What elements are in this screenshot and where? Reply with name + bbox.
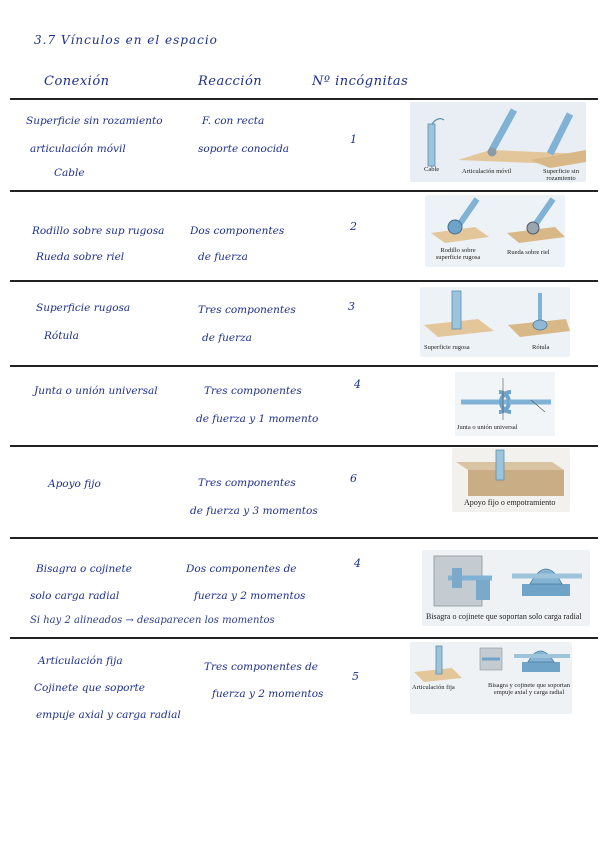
divider — [10, 365, 598, 367]
connection-text: Rodillo sobre sup rugosa — [32, 225, 165, 237]
unknowns-count: 5 — [352, 670, 359, 683]
reaction-text: Tres componentes — [198, 304, 296, 316]
reaction-text: Dos componentes de — [186, 563, 297, 575]
figure-row-7 — [410, 642, 572, 714]
connection-text: Superficie sin rozamiento — [26, 115, 163, 127]
reaction-text: fuerza y 2 momentos — [212, 688, 324, 700]
figure-caption: Superficie rugosa — [424, 344, 470, 351]
connection-text: Rueda sobre riel — [36, 251, 125, 263]
handwritten-note: Si hay 2 alineados → desaparecen los momentos — [30, 615, 275, 626]
connection-text: Apoyo fijo — [48, 478, 101, 490]
connection-text: articulación móvil — [30, 143, 126, 155]
figure-caption: Superficie sin rozamiento — [543, 168, 579, 182]
figure-caption: Articulación móvil — [462, 168, 512, 175]
connection-text: Rótula — [44, 330, 79, 342]
figure-row-6 — [422, 550, 590, 626]
fixed-pin-bearing-illustration — [410, 642, 572, 714]
figure-row-5 — [452, 448, 570, 512]
reaction-text: F. con recta — [202, 115, 265, 127]
reaction-text: fuerza y 2 momentos — [194, 590, 306, 602]
figure-row-4 — [455, 372, 555, 436]
connection-text: Cable — [54, 167, 85, 179]
divider — [10, 637, 598, 639]
figure-caption: Rótula — [532, 344, 550, 351]
connection-text: Superficie rugosa — [36, 302, 131, 314]
unknowns-count: 4 — [354, 557, 361, 570]
reaction-text: Dos componentes — [190, 225, 285, 237]
figure-row-1 — [410, 102, 586, 182]
connection-text: Articulación fija — [38, 655, 123, 667]
figure-caption: Junta o unión universal — [457, 424, 518, 431]
connection-text: Bisagra o cojinete — [36, 563, 132, 575]
unknowns-count: 6 — [350, 472, 357, 485]
figure-caption: Bisagra y cojinete que soportan empuje axial y carga radial — [488, 682, 570, 697]
figure-caption: Articulación fija — [412, 684, 455, 691]
header-reaction: Reacción — [198, 74, 263, 89]
figure-row-2 — [425, 195, 565, 267]
unknowns-count: 2 — [350, 220, 357, 233]
figure-caption: Bisagra o cojinete que soportan solo carga radial — [426, 612, 582, 621]
reaction-text: soporte conocida — [198, 143, 290, 155]
reaction-text: de fuerza — [198, 251, 248, 263]
figure-row-3 — [420, 287, 570, 357]
divider — [10, 98, 598, 100]
figure-caption: Rodillo sobre superficie rugosa — [435, 247, 481, 262]
reaction-text: Tres componentes — [204, 385, 302, 397]
reaction-text: de fuerza y 3 momentos — [190, 505, 318, 517]
divider — [10, 190, 598, 192]
divider — [10, 537, 598, 539]
connection-text: empuje axial y carga radial — [36, 709, 181, 721]
reaction-text: Tres componentes — [198, 477, 296, 489]
figure-caption: Apoyo fijo o empotramiento — [464, 498, 556, 507]
section-title: 3.7 Vínculos en el espacio — [34, 33, 218, 47]
unknowns-count: 1 — [350, 133, 357, 146]
figure-caption: Cable — [424, 166, 440, 173]
unknowns-count: 3 — [348, 300, 355, 313]
divider — [10, 445, 598, 447]
reaction-text: de fuerza y 1 momento — [196, 413, 319, 425]
connection-text: solo carga radial — [30, 590, 120, 602]
header-unknowns: Nº incógnitas — [312, 74, 409, 89]
connection-text: Cojinete que soporte — [34, 682, 145, 694]
unknowns-count: 4 — [354, 378, 361, 391]
reaction-text: Tres componentes de — [204, 661, 318, 673]
figure-caption: Rueda sobre riel — [507, 249, 550, 256]
divider — [10, 280, 598, 282]
reaction-text: de fuerza — [202, 332, 252, 344]
header-connection: Conexión — [44, 74, 110, 89]
connection-text: Junta o unión universal — [34, 385, 158, 397]
